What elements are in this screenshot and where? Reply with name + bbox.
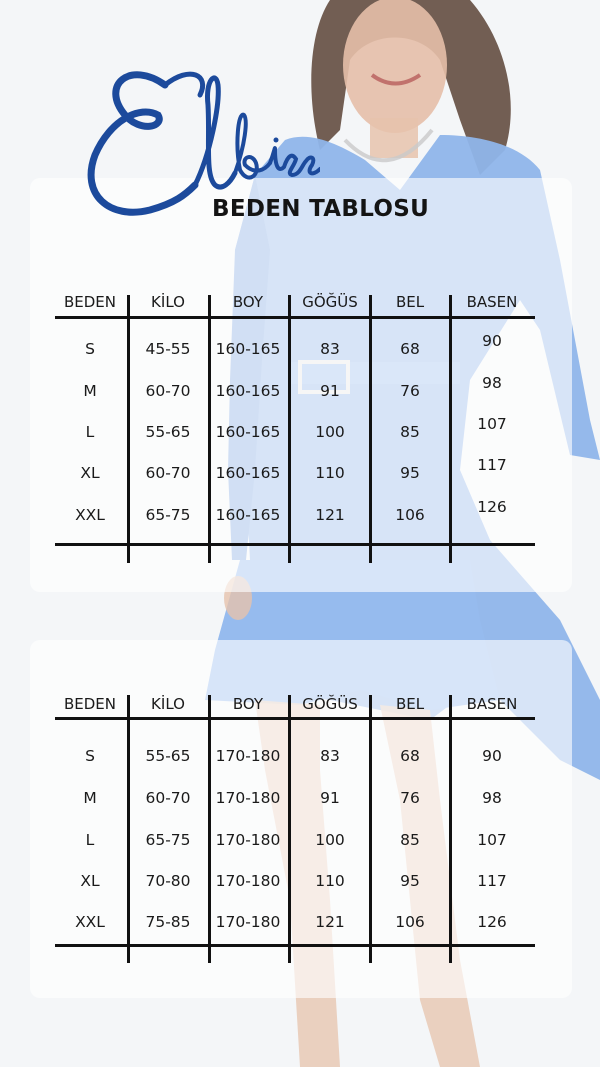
table-cell: 107 (477, 831, 507, 849)
table-cell: 85 (400, 831, 420, 849)
table-cell: 126 (477, 498, 507, 516)
table-cell: 55-65 (145, 423, 191, 441)
column-header-4: BEL (395, 293, 425, 311)
column-header-3: GÖĞÜS (302, 293, 358, 311)
table-cell: 106 (395, 913, 425, 931)
table-cell: 160-165 (215, 382, 281, 400)
table-cell: 91 (320, 382, 340, 400)
table-cell: 76 (400, 789, 420, 807)
table-cell: 68 (400, 340, 420, 358)
table-cell: 45-55 (145, 340, 191, 358)
table-cell: 85 (400, 423, 420, 441)
size-table-1 (0, 285, 600, 605)
column-header-0: BEDEN (63, 293, 117, 311)
table-cell: 70-80 (145, 872, 191, 890)
table-cell: 95 (400, 464, 420, 482)
table-cell: 98 (482, 374, 502, 392)
column-header-5: BASEN (466, 293, 518, 311)
table-cell: 117 (477, 872, 507, 890)
table-cell: 60-70 (145, 789, 191, 807)
column-divider (449, 295, 452, 563)
table-cell: 100 (315, 423, 345, 441)
table-cell: 170-180 (215, 913, 281, 931)
table-cell: 170-180 (215, 747, 281, 765)
table-cell: 98 (482, 789, 502, 807)
column-divider (369, 695, 372, 963)
column-divider (208, 295, 211, 563)
table-cell: 121 (315, 506, 345, 524)
table-cell: 117 (477, 456, 507, 474)
column-divider (449, 695, 452, 963)
table-cell: 160-165 (215, 506, 281, 524)
table-cell: 95 (400, 872, 420, 890)
column-header-0: BEDEN (63, 695, 117, 713)
table-cell: XXL (75, 913, 105, 931)
size-chart-heading: BEDEN TABLOSU (212, 196, 430, 222)
table-cell: 68 (400, 747, 420, 765)
table-cell: 160-165 (215, 340, 281, 358)
table-cell: 170-180 (215, 872, 281, 890)
table-cell: 60-70 (145, 464, 191, 482)
table-cell: 91 (320, 789, 340, 807)
table-cell: 160-165 (215, 423, 281, 441)
table-cell: 126 (477, 913, 507, 931)
column-divider (127, 295, 130, 563)
table-cell: 106 (395, 506, 425, 524)
table-cell: 55-65 (145, 747, 191, 765)
table-cell: 121 (315, 913, 345, 931)
column-header-5: BASEN (466, 695, 518, 713)
column-divider (288, 695, 291, 963)
table-cell: 100 (315, 831, 345, 849)
table-cell: 170-180 (215, 789, 281, 807)
table-cell: 65-75 (145, 506, 191, 524)
table-cell: XXL (75, 506, 105, 524)
table-cell: 170-180 (215, 831, 281, 849)
table-cell: 76 (400, 382, 420, 400)
column-header-4: BEL (395, 695, 425, 713)
table-cell: 160-165 (215, 464, 281, 482)
column-header-3: GÖĞÜS (302, 695, 358, 713)
column-header-2: BOY (232, 293, 264, 311)
table-cell: 110 (315, 872, 345, 890)
table-cell: M (83, 382, 97, 400)
table-cell: S (85, 340, 95, 358)
table-cell: 75-85 (145, 913, 191, 931)
column-divider (208, 695, 211, 963)
table-cell: 60-70 (145, 382, 191, 400)
table-cell: 110 (315, 464, 345, 482)
column-divider (288, 295, 291, 563)
column-header-1: KİLO (151, 695, 185, 713)
column-header-1: KİLO (151, 293, 185, 311)
table-cell: 83 (320, 340, 340, 358)
table-cell: 90 (482, 747, 502, 765)
size-table-2 (0, 685, 600, 1005)
table-cell: L (85, 423, 95, 441)
column-header-2: BOY (232, 695, 264, 713)
table-cell: XL (80, 872, 100, 890)
column-divider (127, 695, 130, 963)
table-cell: 65-75 (145, 831, 191, 849)
column-divider (369, 295, 372, 563)
table-cell: 90 (482, 332, 502, 350)
table-cell: M (83, 789, 97, 807)
table-cell: 107 (477, 415, 507, 433)
table-cell: L (85, 831, 95, 849)
table-cell: XL (80, 464, 100, 482)
table-cell: 83 (320, 747, 340, 765)
table-cell: S (85, 747, 95, 765)
